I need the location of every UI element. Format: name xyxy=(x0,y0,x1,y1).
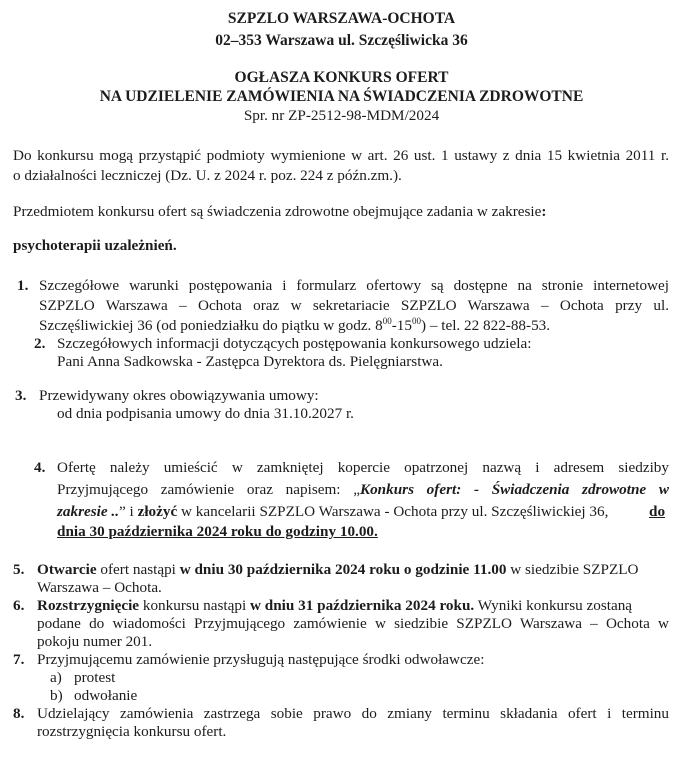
item-4-line-1: Ofertę należy umieścić w zamkniętej kopercie opatrzonej nazwą i adresem siedziby xyxy=(57,459,669,476)
item-1-text: Szczęśliwickiej 36 (od poniedziałku do piątku w godz. 8 xyxy=(39,317,383,334)
item-6-line-1 xyxy=(37,596,632,616)
item-6-text: Wyniki konkursu zostaną xyxy=(474,597,633,614)
intro-line-1: Do konkursu mogą przystąpić podmioty wymienione w art. 26 ust. 1 ustawy z dnia 15 kwietnia 2011 r. xyxy=(13,147,669,164)
hour-sup: 00 xyxy=(412,316,421,326)
item-2-line-2: Pani Anna Sadkowska - Zastępca Dyrektora ds. Pielęgniarstwa. xyxy=(57,353,443,370)
item-8-line-2: rozstrzygnięcia konkursu ofert. xyxy=(37,723,227,740)
item-7-sub-a: protest xyxy=(74,669,116,686)
item-2-line-1: Szczegółowych informacji dotyczących postępowania konkursowego udziela: xyxy=(57,335,532,352)
item-6-line-2: podane do wiadomości Przyjmującego zamówienie w siedzibie SZPZLO Warszawa – Ochota w xyxy=(37,615,669,632)
scope: psychoterapii uzależnień. xyxy=(13,237,177,254)
item-5-text: ofert nastąpi xyxy=(96,561,180,578)
item-4-line-3 xyxy=(57,502,666,522)
reference-number: Spr. nr ZP-2512-98-MDM/2024 xyxy=(243,107,440,124)
subject-colon: : xyxy=(541,203,547,220)
item-6-line-3: pokoju numer 201. xyxy=(37,633,153,650)
announcement-title: OGŁASZA KONKURS OFERT xyxy=(234,69,449,86)
item-1-line-2: SZPZLO Warszawa – Ochota oraz w sekretariacie SZPZLO Warszawa – Ochota przy ul. xyxy=(39,297,669,314)
deadline: do xyxy=(649,503,666,520)
subject-paragraph xyxy=(13,202,546,222)
item-1-line-1: Szczegółowe warunki postępowania i formularz ofertowy są dostępne na stronie internetowej xyxy=(39,277,669,294)
item-4-text: ” i xyxy=(119,503,138,520)
item-3-line-1: Przewidywany okres obowiązywania umowy: xyxy=(39,387,319,404)
item-4-line-2 xyxy=(57,480,669,500)
item-7-sub-a-label: a) xyxy=(50,669,62,686)
item-4-text: w kancelarii SZPZLO Warszawa - Ochota przy ul. Szczęśliwickiej 36, xyxy=(177,503,609,520)
envelope-label: Konkurs ofert: - Świadczenia zdrowotne w xyxy=(359,481,669,498)
item-5-text: w siedzibie SZPZLO xyxy=(506,561,639,578)
item-7-line-1: Przyjmującemu zamówienie przysługują następujące środki odwoławcze: xyxy=(37,651,485,668)
resolution-date: w dniu 31 października 2024 roku. xyxy=(250,597,475,614)
submission-deadline: dnia 30 października 2024 roku do godziny 10.00. xyxy=(57,523,378,540)
item-4-number: 4. xyxy=(34,459,46,476)
resolution-label: Rozstrzygnięcie xyxy=(37,597,140,614)
item-7-sub-b: odwołanie xyxy=(74,687,138,704)
item-2-number: 2. xyxy=(34,335,46,352)
org-name: SZPZLO WARSZAWA-OCHOTA xyxy=(227,10,456,27)
item-3-number: 3. xyxy=(15,387,27,404)
item-5-line-2: Warszawa – Ochota. xyxy=(37,579,162,596)
item-1-text: -15 xyxy=(391,317,412,334)
item-8-number: 8. xyxy=(13,705,25,722)
item-7-number: 7. xyxy=(13,651,25,668)
opening-label: Otwarcie xyxy=(37,561,97,578)
hour-sup: 00 xyxy=(382,316,392,326)
item-1-number: 1. xyxy=(17,277,29,294)
intro-line-2: o działalności leczniczej (Dz. U. z 2024 r. poz. 224 z późn.zm.). xyxy=(13,167,402,184)
item-5-number: 5. xyxy=(13,561,25,578)
announcement-subtitle: NA UDZIELENIE ZAMÓWIENIA NA ŚWIADCZENIA ZDROWOTNE xyxy=(99,88,584,105)
item-1-line-3 xyxy=(39,316,550,336)
submit-verb: złożyć xyxy=(137,503,178,520)
item-8-line-1: Udzielający zamówienia zastrzega sobie prawo do zmiany terminu składania ofert i terminu xyxy=(37,705,669,722)
item-1-phone: ) – tel. 22 822-88-53. xyxy=(421,317,551,334)
item-5-line-1 xyxy=(37,560,638,580)
org-address: 02–353 Warszawa ul. Szczęśliwicka 36 xyxy=(215,32,468,49)
item-3-line-2: od dnia podpisania umowy do dnia 31.10.2027 r. xyxy=(57,405,354,422)
subject-text: Przedmiotem konkursu ofert są świadczenia zdrowotne obejmujące zadania w zakresie xyxy=(13,203,542,220)
item-7-sub-b-label: b) xyxy=(50,687,63,704)
opening-date: w dniu 30 października 2024 roku o godzinie 11.00 xyxy=(179,561,507,578)
item-6-text: konkursu nastąpi xyxy=(139,597,251,614)
item-4-text: Przyjmującego zamówienie oraz napisem: „ xyxy=(57,481,360,498)
item-6-number: 6. xyxy=(13,597,25,614)
envelope-label: zakresie .. xyxy=(57,503,120,520)
